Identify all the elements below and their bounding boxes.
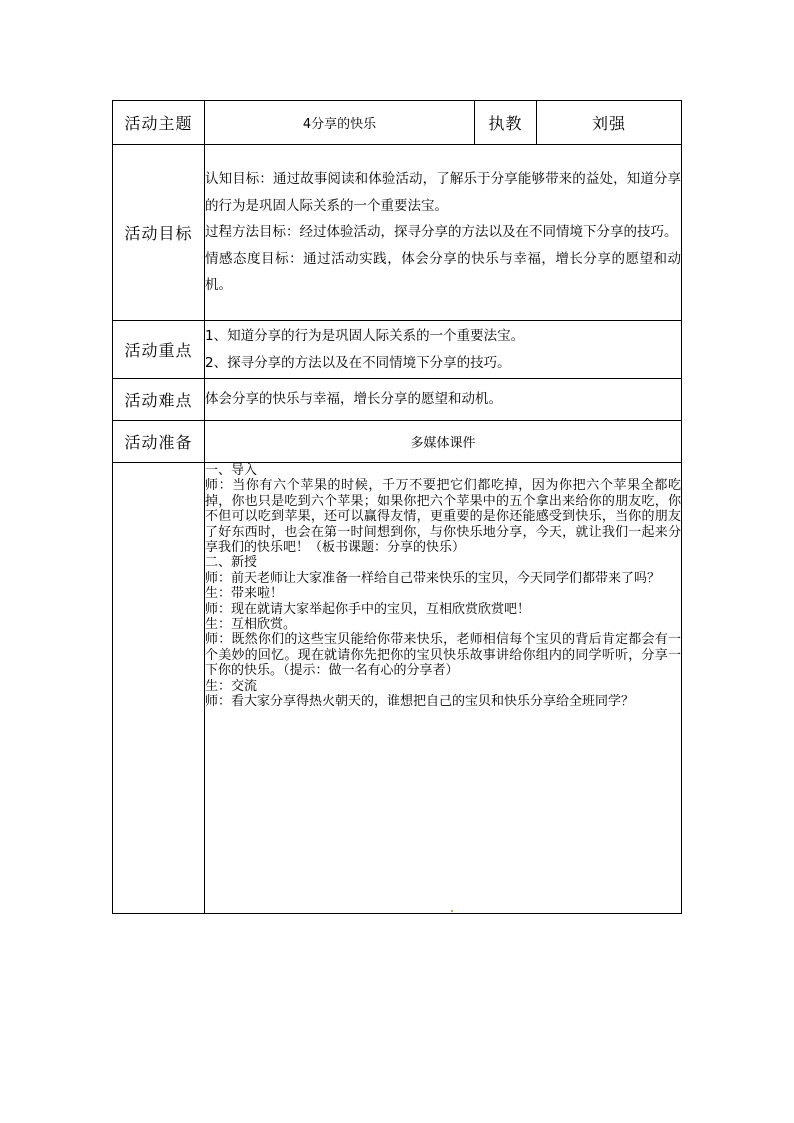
process-line: 师：前天老师让大家准备一样给自己带来快乐的宝贝，今天同学们都带来了吗？ <box>205 570 661 586</box>
goal-cognitive: 认知目标：通过故事阅读和体验活动，了解乐于分享能够带来的益处，知道分享的行为是巩固人际关系的一个重要法宝。 <box>205 171 681 214</box>
process-label-cell <box>113 463 205 914</box>
key-point-2: 2、探寻分享的方法以及在不同情境下分享的技巧。 <box>205 354 511 371</box>
teacher-name: 刘强 <box>537 101 682 145</box>
theme-label: 活动主题 <box>113 101 205 145</box>
key-point-1: 1、知道分享的行为是巩固人际关系的一个重要法宝。 <box>205 328 525 344</box>
key-cell <box>205 321 682 379</box>
goal-process: 过程方法目标：经过体验活动，探寻分享的方法以及在不同情境下分享的技巧。 <box>205 224 678 241</box>
difficulty-value: 体会分享的快乐与幸福，增长分享的愿望和动机。 <box>205 379 682 421</box>
process-line: 师：当你有六个苹果的时候，千万不要把它们都吃掉，因为你把六个苹果全都吃掉，你也只是吃到六个苹果；如果你把六个苹果中的五个拿出来给你的朋友吃，你不但可以吃到苹果，还可以赢得友情，更重要的是你还能感受到快乐，当你的朋友了好东西时，也会在第一时间想到你，与你快乐地分享，今天，就让我们一起来分享我们的快乐吧！（板书课题：分享的快乐） <box>205 478 681 556</box>
key-label: 活动重点 <box>113 321 205 379</box>
process-line: 生：交流 <box>205 678 258 694</box>
stray-dot <box>451 910 453 912</box>
row-difficulty <box>113 379 682 421</box>
lesson-plan-table <box>112 100 682 914</box>
row-process <box>113 463 682 914</box>
row-key-points <box>113 321 682 379</box>
row-goals <box>113 145 682 321</box>
process-cell <box>205 463 682 914</box>
difficulty-label: 活动难点 <box>113 379 205 421</box>
process-line: 二、新授 <box>205 555 258 571</box>
goals-cell <box>205 145 682 321</box>
theme-value: 4分享的快乐 <box>205 101 475 145</box>
process-line: 生：带来啦！ <box>205 586 284 602</box>
process-line: 师：看大家分享得热火朝天的，谁想把自己的宝贝和快乐分享给全班同学？ <box>205 694 635 710</box>
row-prep <box>113 421 682 463</box>
teacher-label: 执教 <box>475 101 537 145</box>
prep-label: 活动准备 <box>113 421 205 463</box>
row-theme <box>113 101 682 145</box>
process-line: 师：现在就请大家举起你手中的宝贝，互相欣赏欣赏吧！ <box>205 601 531 617</box>
goals-label: 活动目标 <box>113 145 205 321</box>
process-line: 师：既然你们的这些宝贝能给你带来快乐，老师相信每个宝贝的背后肯定都会有一个美妙的回忆。现在就请你先把你的宝贝快乐故事讲给你组内的同学听听，分享一下你的快乐。（提示：做一名有心的分享者） <box>205 632 681 679</box>
process-line: 生：互相欣赏。 <box>205 617 297 633</box>
process-line: 一、导入 <box>205 463 258 478</box>
prep-value: 多媒体课件 <box>205 421 682 463</box>
goal-emotion: 情感态度目标：通过活动实践，体会分享的快乐与幸福，增长分享的愿望和动机。 <box>205 250 681 294</box>
